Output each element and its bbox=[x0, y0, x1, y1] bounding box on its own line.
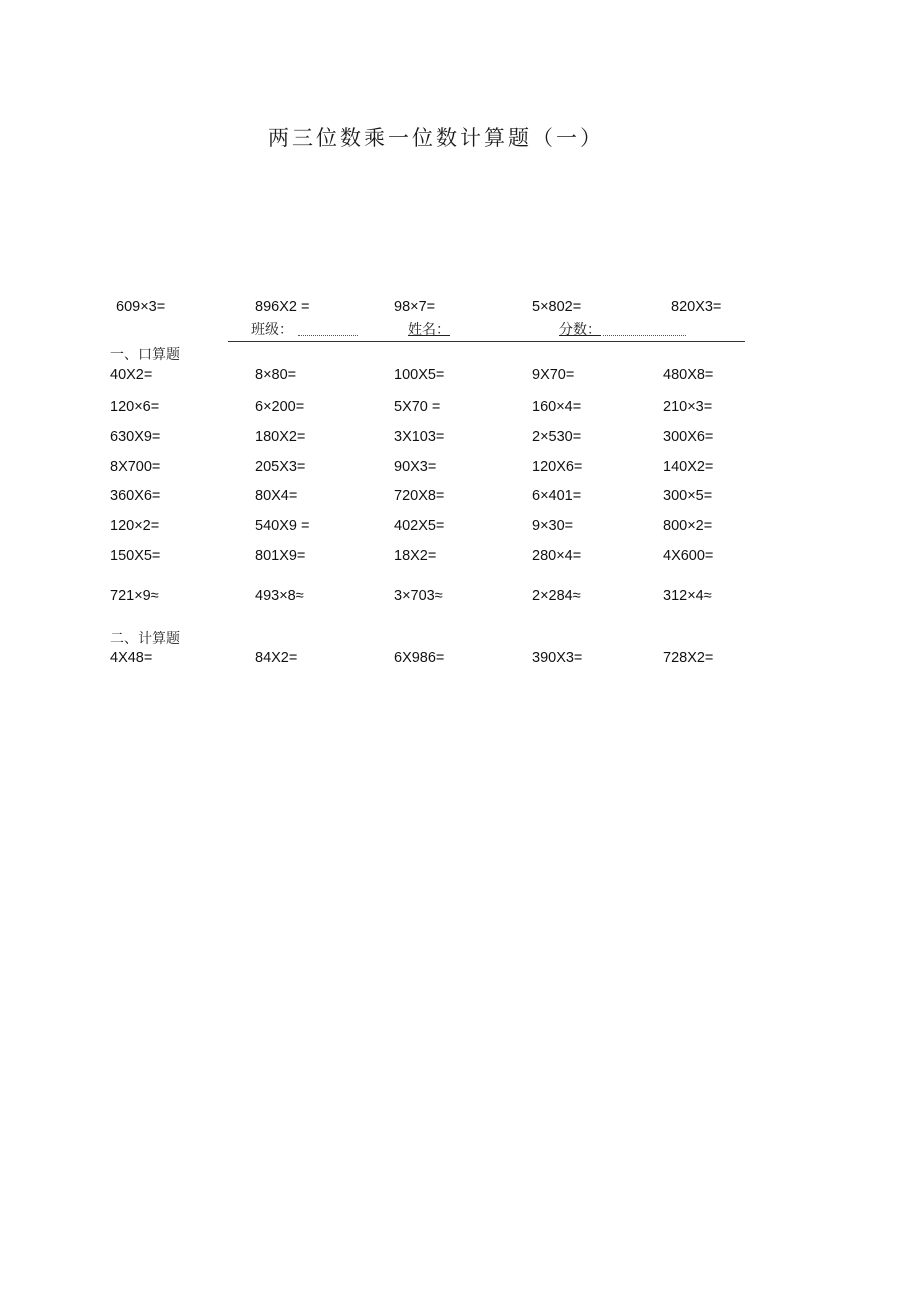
problem: 493×8≈ bbox=[255, 588, 304, 604]
problem: 210×3= bbox=[663, 399, 713, 415]
problem: 280×4= bbox=[532, 548, 582, 564]
problem: 5X70 = bbox=[394, 399, 441, 415]
class-fill-line[interactable] bbox=[298, 335, 358, 336]
problem: 896X2 = bbox=[255, 299, 310, 315]
problem: 120×6= bbox=[110, 399, 160, 415]
problem: 9×30= bbox=[532, 518, 574, 534]
score-fill-line[interactable] bbox=[603, 335, 686, 336]
problem: 402X5= bbox=[394, 518, 445, 534]
class-label: 班级： bbox=[251, 322, 293, 338]
score-label: 分数： bbox=[559, 322, 601, 338]
problem-row bbox=[0, 488, 920, 512]
problem: 150X5= bbox=[110, 548, 161, 564]
problem: 9X70= bbox=[532, 367, 575, 383]
problem: 360X6= bbox=[110, 488, 161, 504]
problem: 300×5= bbox=[663, 488, 713, 504]
header-divider bbox=[228, 341, 745, 342]
problem: 6X986= bbox=[394, 650, 445, 666]
problem: 40X2= bbox=[110, 367, 153, 383]
problem: 4X48= bbox=[110, 650, 153, 666]
problem: 3X103= bbox=[394, 429, 445, 445]
problem-row bbox=[0, 650, 920, 674]
problem: 630X9= bbox=[110, 429, 161, 445]
problem: 8X700= bbox=[110, 459, 161, 475]
problem-row bbox=[0, 588, 920, 612]
problem-row bbox=[0, 399, 920, 423]
problem: 800×2= bbox=[663, 518, 713, 534]
problem: 4X600= bbox=[663, 548, 714, 564]
problem: 801X9= bbox=[255, 548, 306, 564]
page-title: 两三位数乘一位数计算题（一） bbox=[268, 126, 604, 150]
problem: 18X2= bbox=[394, 548, 437, 564]
problem: 100X5= bbox=[394, 367, 445, 383]
problem-row bbox=[0, 367, 920, 391]
problem: 720X8= bbox=[394, 488, 445, 504]
problem: 480X8= bbox=[663, 367, 714, 383]
problem: 180X2= bbox=[255, 429, 306, 445]
problem: 312×4≈ bbox=[663, 588, 712, 604]
problem: 120X6= bbox=[532, 459, 583, 475]
problem: 2×284≈ bbox=[532, 588, 581, 604]
problem: 3×703≈ bbox=[394, 588, 443, 604]
problem: 721×9≈ bbox=[110, 588, 159, 604]
problem: 6×401= bbox=[532, 488, 582, 504]
problem-row bbox=[0, 548, 920, 572]
problem: 728X2= bbox=[663, 650, 714, 666]
problem: 80X4= bbox=[255, 488, 298, 504]
problem: 540X9 = bbox=[255, 518, 310, 534]
student-info-row bbox=[0, 319, 920, 341]
problem: 300X6= bbox=[663, 429, 714, 445]
problem-row bbox=[0, 518, 920, 542]
problem: 2×530= bbox=[532, 429, 582, 445]
section-heading-calculation: 二、计算题 bbox=[110, 631, 180, 647]
problem: 6×200= bbox=[255, 399, 305, 415]
problem: 205X3= bbox=[255, 459, 306, 475]
problem: 84X2= bbox=[255, 650, 298, 666]
problem: 160×4= bbox=[532, 399, 582, 415]
problem-row bbox=[0, 459, 920, 483]
problem: 8×80= bbox=[255, 367, 297, 383]
problem: 820X3= bbox=[671, 299, 722, 315]
problem: 140X2= bbox=[663, 459, 714, 475]
problem: 609×3= bbox=[116, 299, 166, 315]
problem: 120×2= bbox=[110, 518, 160, 534]
problem-row bbox=[0, 429, 920, 453]
problem: 90X3= bbox=[394, 459, 437, 475]
problem: 98×7= bbox=[394, 299, 436, 315]
name-label: 姓名： bbox=[408, 322, 450, 338]
problem: 5×802= bbox=[532, 299, 582, 315]
problem: 390X3= bbox=[532, 650, 583, 666]
section-heading-oral: 一、口算题 bbox=[110, 347, 180, 363]
